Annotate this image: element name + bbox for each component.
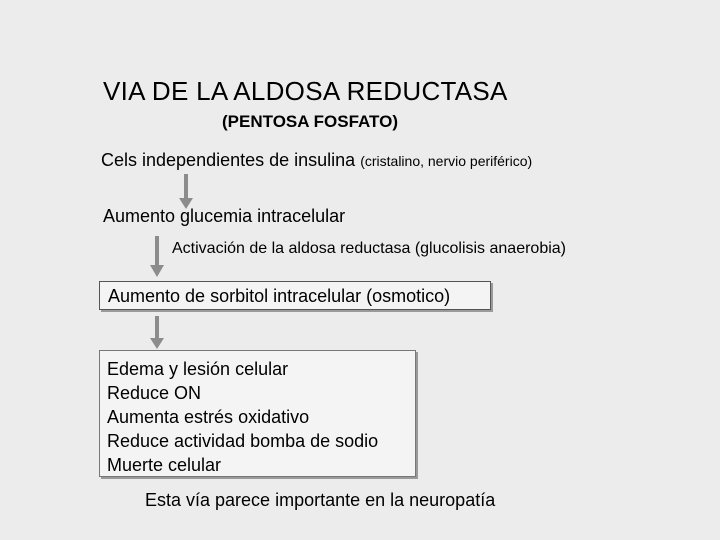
effect-item: Reduce ON [107,383,202,403]
arrow-down-icon [149,236,165,278]
step-cells-note: (cristalino, nervio periférico) [360,153,533,169]
effect-item: Reduce actividad bomba de sodio [107,431,379,451]
diagram-subtitle: (PENTOSA FOSFATO) [222,112,398,131]
arrow-down-icon [149,316,165,350]
step-cells [101,150,532,171]
diagram-title: VIA DE LA ALDOSA REDUCTASA [103,76,508,106]
effect-item: Aumenta estrés oxidativo [107,407,310,427]
step-sorbitol-box: Aumento de sorbitol intracelular (osmotico) [99,281,491,310]
effects-box [99,350,416,477]
step-cells-label: Cels independientes de insulina [101,150,356,170]
arrow-down-icon [178,174,194,210]
effect-item: Muerte celular [107,455,222,475]
conclusion-text: Esta vía parece importante en la neuropatía [145,490,496,510]
effect-item: Edema y lesión celular [107,359,289,379]
step-glucemia: Aumento glucemia intracelular [103,206,346,226]
step-activation: Activación de la aldosa reductasa (glucolisis anaerobia) [172,240,566,257]
